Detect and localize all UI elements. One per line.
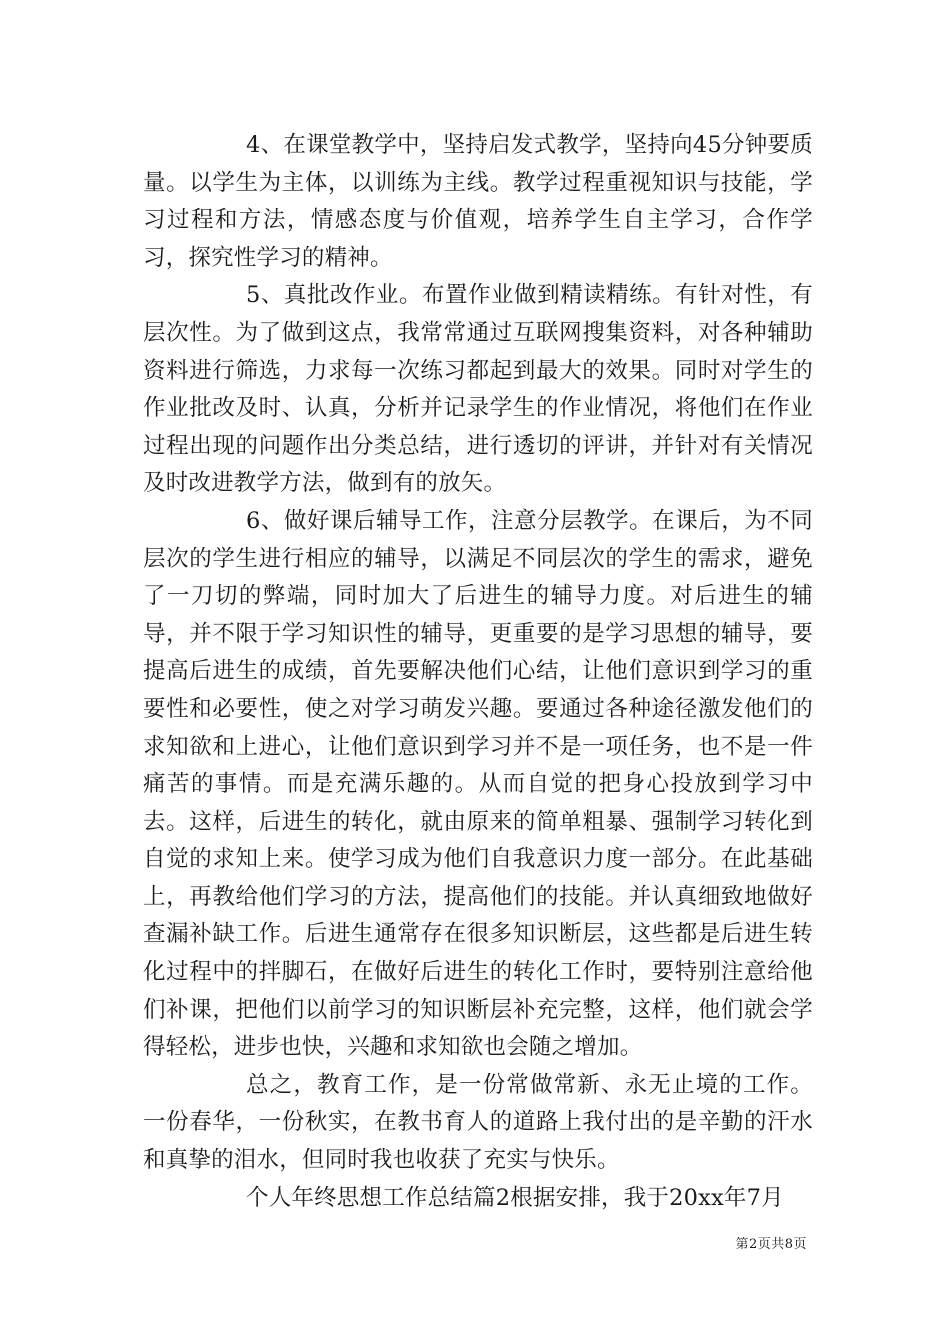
paragraph-item-5: 5、真批改作业。布置作业做到精读精练。有针对性，有层次性。为了做到这点，我常常通过互联网搜集资料，对各种辅助资料进行筛选，力求每一次练习都起到最大的效果。同时对学生的作业批改及时、认真，分析并记录学生的作业情况，将他们在作业过程出现的问题作出分类总结，进行透切的评讲，并针对有关情况及时改进教学方法，做到有的放矢。 — [143, 282, 813, 497]
page-number-footer: 第2页共8页 — [735, 1237, 807, 1252]
paragraph-item-4: 4、在课堂教学中，坚持启发式教学，坚持向45分钟要质量。以学生为主体，以训练为主线。教学过程重视知识与技能，学习过程和方法，情感态度与价值观，培养学生自主学习，合作学习，探究性学习的精神。 — [143, 132, 813, 271]
paragraph-summary: 总之，教育工作，是一份常做常新、永无止境的工作。一份春华，一份秋实，在教书育人的道路上我付出的是辛勤的汗水和真挚的泪水，但同时我也收获了充实与快乐。 — [143, 1071, 813, 1174]
paragraph-item-6: 6、做好课后辅导工作，注意分层教学。在课后，为不同层次的学生进行相应的辅导，以满足不同层次的学生的需求，避免了一刀切的弊端，同时加大了后进生的辅导力度。对后进生的辅导，并不限于学习知识性的辅导，更重要的是学习思想的辅导，要提高后进生的成绩，首先要解决他们心结，让他们意识到学习的重要性和必要性，使之对学习萌发兴趣。要通过各种途径激发他们的求知欲和上进心，让他们意识到学习并不是一项任务，也不是一件痛苦的事情。而是充满乐趣的。从而自觉的把身心投放到学习中去。这样，后进生的转化，就由原来的简单粗暴、强制学习转化到自觉的求知上来。使学习成为他们自我意识力度一部分。在此基础上，再教给他们学习的方法，提高他们的技能。并认真细致地做好查漏补缺工作。后进生通常存在很多知识断层，这些都是后进生转化过程中的拌脚石，在做好后进生的转化工作时，要特别注意给他们补课，把他们以前学习的知识断层补充完整，这样，他们就会学得轻松，进步也快，兴趣和求知欲也会随之增加。 — [143, 507, 813, 1061]
paragraph-next-section: 个人年终思想工作总结篇2根据安排，我于20xx年7月 — [246, 1184, 784, 1211]
document-body — [143, 127, 813, 1217]
